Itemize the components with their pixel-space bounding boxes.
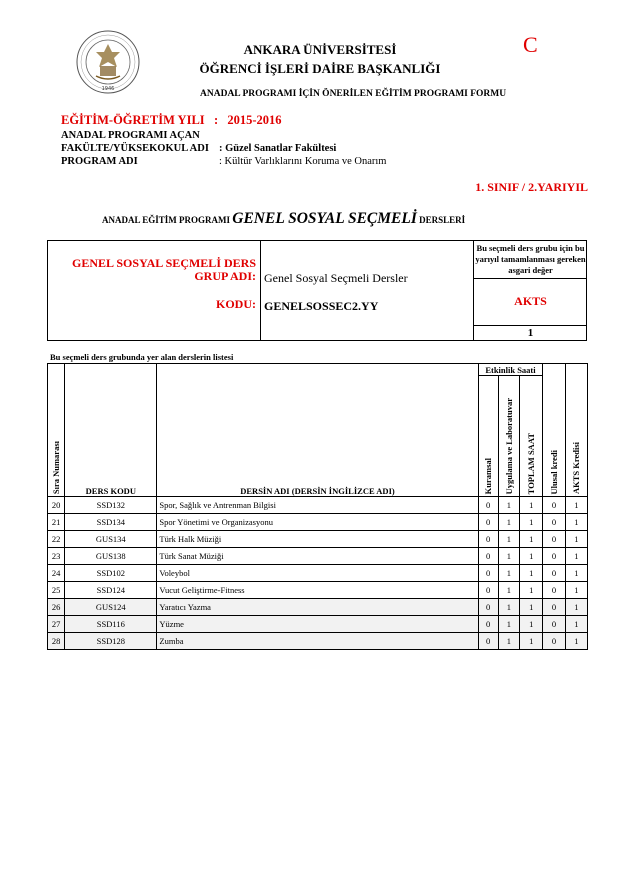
practice-hours: 1 [498,616,519,633]
practice-hours: 1 [498,565,519,582]
course-name: Spor, Sağlık ve Antrenman Bilgisi [157,497,478,514]
section-prefix: ANADAL EĞİTİM PROGRAMI [102,215,231,225]
course-name: Spor Yönetimi ve Organizasyonu [157,514,478,531]
theory-hours: 0 [478,514,498,531]
practice-hours: 1 [498,497,519,514]
akts-credit: 1 [565,616,587,633]
program-opening [61,130,219,141]
theory-hours: 0 [478,497,498,514]
header-total-hours: TOPLAM SAAT [520,376,543,497]
theory-hours: 0 [478,616,498,633]
header-activity-hours: Etkinlik Saati [478,364,543,376]
national-credit: 0 [543,531,565,548]
header-code: DERS KODU [65,364,157,497]
form-letter: C [523,32,538,57]
total-hours: 1 [520,633,543,650]
akts-credit: 1 [565,599,587,616]
total-hours: 1 [520,548,543,565]
practice-hours: 1 [498,548,519,565]
total-hours: 1 [520,514,543,531]
row-number: 25 [48,582,65,599]
total-hours: 1 [520,497,543,514]
national-credit: 0 [543,514,565,531]
practice-hours: 1 [498,599,519,616]
year-value: 2015-2016 [227,113,282,127]
course-name: Türk Halk Müziği [157,531,478,548]
course-code: SSD134 [65,514,157,531]
practice-hours: 1 [498,582,519,599]
akts-credit: 1 [565,633,587,650]
faculty-value: : Güzel Sanatlar Fakültesi [219,143,337,154]
header-order: Sıra Numarası [48,364,65,497]
theory-hours: 0 [478,633,498,650]
group-label-line1: GENEL SOSYAL SEÇMELİ DERS [72,256,256,270]
theory-hours: 0 [478,599,498,616]
faculty-label: FAKÜLTE/YÜKSEKOKUL ADI [61,143,209,154]
row-number: 23 [48,548,65,565]
table-row [48,514,588,531]
academic-year [61,113,282,128]
program-opening-label: ANADAL PROGRAMI AÇAN [61,130,200,141]
national-credit: 0 [543,548,565,565]
course-table [47,363,588,650]
course-list-caption: Bu seçmeli ders grubunda yer alan derslerin listesi [50,352,234,362]
national-credit: 0 [543,616,565,633]
practice-hours: 1 [498,633,519,650]
university-seal-logo [76,30,140,94]
program-label: PROGRAM ADI [61,156,138,167]
akts-credit: 1 [565,582,587,599]
national-credit: 0 [543,599,565,616]
header-name: DERSİN ADI (DERSİN İNGİLİZCE ADI) [157,364,478,497]
national-credit: 0 [543,582,565,599]
table-row [48,531,588,548]
course-name: Yaratıcı Yazma [157,599,478,616]
table-row [48,497,588,514]
course-code: GUS134 [65,531,157,548]
course-code: GUS138 [65,548,157,565]
total-hours: 1 [520,616,543,633]
group-name: Genel Sosyal Seçmeli Dersler [264,271,408,285]
minimum-requirement-note: Bu seçmeli ders grubu için bu yarıyıl tamamlanması gereken asgari değer [475,243,586,275]
akts-minimum-value: 1 [527,327,534,339]
theory-hours: 0 [478,582,498,599]
akts-credit: 1 [565,565,587,582]
logo-year: 1946 [101,86,115,92]
national-credit: 0 [543,633,565,650]
total-hours: 1 [520,565,543,582]
header-practice: Uygulama ve Laboratuvar [498,376,519,497]
form-title: ANADAL PROGRAMI İÇİN ÖNERİLEN EĞİTİM PROGRAMI FORMU [200,89,507,99]
row-number: 20 [48,497,65,514]
course-code: SSD128 [65,633,157,650]
table-row [48,616,588,633]
course-name: Yüzme [157,616,478,633]
section-heading [102,210,465,228]
row-number: 27 [48,616,65,633]
group-code: GENELSOSSEC2.YY [264,299,379,313]
table-row [48,599,588,616]
akts-credit: 1 [565,497,587,514]
akts-credit: 1 [565,548,587,565]
row-number: 24 [48,565,65,582]
course-name: Vucut Geliştirme-Fitness [157,582,478,599]
semester-label: 1. SINIF / 2.YARIYIL [475,180,588,194]
table-row [48,633,588,650]
course-code: SSD132 [65,497,157,514]
course-name: Türk Sanat Müziği [157,548,478,565]
year-label: EĞİTİM-ÖĞRETİM YILI : [61,113,219,127]
program-value: : Kültür Varlıklarını Koruma ve Onarım [219,156,387,167]
group-code-label: KODU: [216,297,256,311]
department-name: ÖĞRENCİ İŞLERİ DAİRE BAŞKANLIĞI [199,61,441,76]
theory-hours: 0 [478,548,498,565]
row-number: 26 [48,599,65,616]
practice-hours: 1 [498,531,519,548]
table-row [48,548,588,565]
header-national-credit: Ulusal kredi [543,376,565,497]
national-credit: 0 [543,497,565,514]
faculty-row [61,143,336,154]
course-code: SSD116 [65,616,157,633]
national-credit: 0 [543,565,565,582]
group-label-line2: GRUP ADI: [194,269,256,283]
course-code: SSD102 [65,565,157,582]
course-code: SSD124 [65,582,157,599]
row-number: 21 [48,514,65,531]
header-akts-credit: AKTS Kredisi [565,376,587,497]
university-title [180,40,460,78]
row-number: 28 [48,633,65,650]
elective-group-box [47,240,587,341]
group-name-label [72,257,256,283]
akts-credit: 1 [565,514,587,531]
header-theory: Kuramsal [478,376,498,497]
course-name: Voleybol [157,565,478,582]
total-hours: 1 [520,582,543,599]
table-row [48,582,588,599]
course-code: GUS124 [65,599,157,616]
total-hours: 1 [520,599,543,616]
theory-hours: 0 [478,565,498,582]
total-hours: 1 [520,531,543,548]
university-name: ANKARA ÜNİVERSİTESİ [243,42,397,57]
table-row [48,565,588,582]
theory-hours: 0 [478,531,498,548]
section-name: GENEL SOSYAL SEÇMELİ [232,210,417,227]
row-number: 22 [48,531,65,548]
section-suffix: DERSLERİ [419,215,466,225]
course-name: Zumba [157,633,478,650]
practice-hours: 1 [498,514,519,531]
akts-label: AKTS [514,294,547,308]
program-row [61,156,386,167]
akts-credit: 1 [565,531,587,548]
